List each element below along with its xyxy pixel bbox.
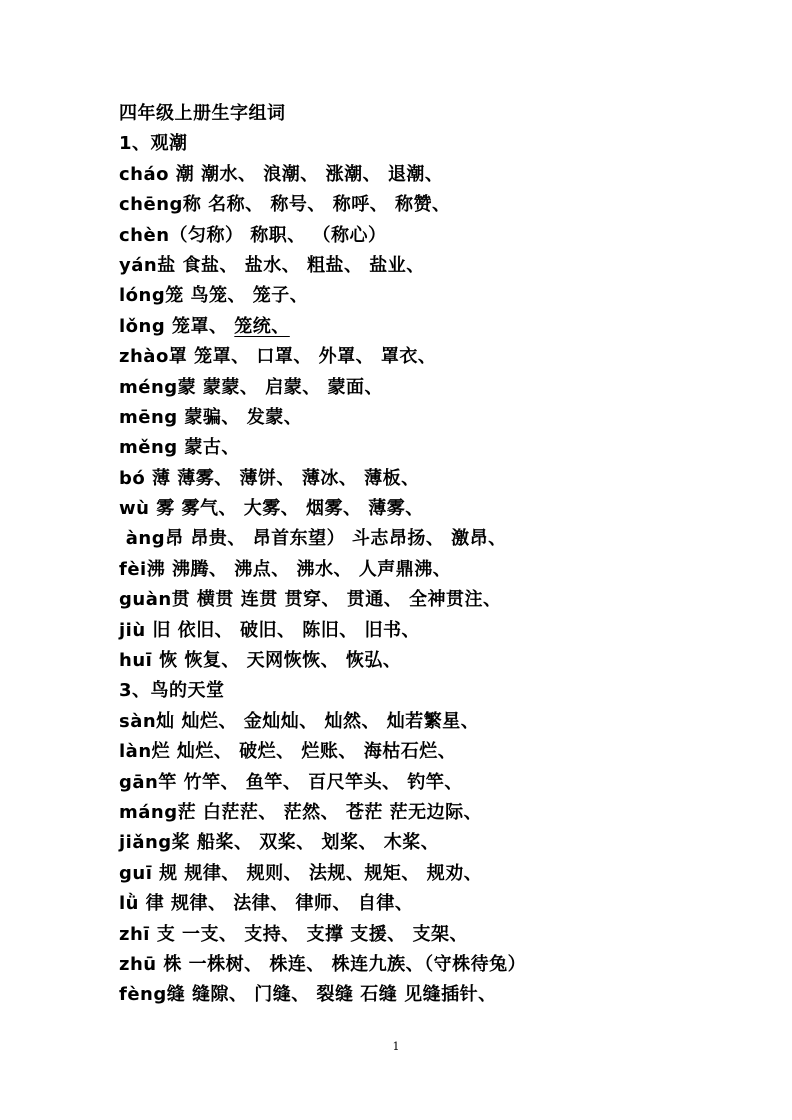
word-line — [119, 251, 759, 281]
word-line-text: huī 恢 恢复、 天网恢恢、 恢弘、 — [119, 650, 402, 672]
word-line — [119, 342, 759, 372]
word-line-text: zhào罩 笼罩、 口罩、 外罩、 罩衣、 — [119, 346, 437, 368]
word-line — [119, 980, 759, 1010]
word-line-text: chēng称 名称、 称号、 称呼、 称赞、 — [119, 194, 451, 216]
word-line-text: lǒng 笼罩、 — [119, 315, 228, 337]
word-line-text: fèi沸 沸腾、 沸点、 沸水、 人声鼎沸、 — [119, 558, 452, 580]
word-line-text: méng蒙 蒙蒙、 启蒙、 蒙面、 — [119, 376, 383, 398]
word-line — [119, 950, 759, 980]
word-line — [119, 312, 759, 342]
word-line-text: yán盐 食盐、 盐水、 粗盐、 盐业、 — [119, 254, 425, 276]
word-line-text: fèng缝 缝隙、 门缝、 裂缝 石缝 见缝插针、 — [119, 984, 497, 1006]
word-line — [119, 373, 759, 403]
word-line — [119, 889, 759, 919]
word-line — [119, 828, 759, 858]
word-line — [119, 281, 759, 311]
word-line-text: zhī 支 一支、 支持、 支撑 支援、 支架、 — [119, 923, 469, 945]
word-line — [119, 616, 759, 646]
word-line-text: guī 规 规律、 规则、 法规、规矩、 规劝、 — [119, 862, 483, 884]
document-title: 四年级上册生字组词 — [119, 103, 286, 124]
word-list — [119, 129, 759, 1010]
word-line — [119, 221, 759, 251]
word-line-text: guàn贯 横贯 连贯 贯穿、 贯通、 全神贯注、 — [119, 589, 502, 611]
underlined-word: 笼统、 — [234, 315, 290, 337]
word-line-text: lóng笼 鸟笼、 笼子、 — [119, 285, 309, 307]
word-line-text: cháo 潮 潮水、 浪潮、 涨潮、 退潮、 — [119, 163, 444, 185]
word-line — [119, 129, 759, 159]
word-line — [119, 798, 759, 828]
word-line-text: zhū 株 一株树、 株连、 株连九族、（守株待兔） — [119, 953, 527, 975]
word-line-text: àng昂 昂贵、 昂首东望） 斗志昂扬、 激昂、 — [119, 528, 507, 550]
word-line-text: chèn（匀称） 称职、 （称心） — [119, 224, 387, 246]
word-line-text: lǜ 律 规律、 法律、 律师、 自律、 — [119, 893, 414, 915]
word-line-text: bó 薄 薄雾、 薄饼、 薄冰、 薄板、 — [119, 467, 420, 489]
word-line-text: 3、鸟的天堂 — [119, 680, 225, 702]
word-line-text: jiù 旧 依旧、 破旧、 陈旧、 旧书、 — [119, 619, 420, 641]
page-number: 1 — [392, 1040, 400, 1053]
word-line-text: 1、观潮 — [119, 133, 188, 155]
word-line — [119, 676, 759, 706]
word-line — [119, 555, 759, 585]
word-line — [119, 190, 759, 220]
word-line-text: mēng 蒙骗、 发蒙、 — [119, 406, 303, 428]
word-line — [119, 646, 759, 676]
word-line-text: làn烂 灿烂、 破烂、 烂账、 海枯石烂、 — [119, 741, 457, 763]
word-line — [119, 859, 759, 889]
word-line — [119, 494, 759, 524]
word-line — [119, 768, 759, 798]
word-line-text: měng 蒙古、 — [119, 437, 240, 459]
word-line — [119, 585, 759, 615]
word-line — [119, 707, 759, 737]
word-line — [119, 160, 759, 190]
word-line — [119, 403, 759, 433]
document-body — [119, 99, 759, 1011]
word-line — [119, 524, 759, 554]
word-line — [119, 920, 759, 950]
word-line-text: máng茫 白茫茫、 茫然、 苍茫 茫无边际、 — [119, 801, 483, 823]
word-line-text: jiǎng桨 船桨、 双桨、 划桨、 木桨、 — [119, 832, 440, 854]
word-line — [119, 464, 759, 494]
word-line — [119, 433, 759, 463]
word-line-text: sàn灿 灿烂、 金灿灿、 灿然、 灿若繁星、 — [119, 710, 480, 732]
word-line — [119, 737, 759, 767]
word-line-text: wù 雾 雾气、 大雾、 烟雾、 薄雾、 — [119, 498, 424, 520]
word-line-text: gān竿 竹竿、 鱼竿、 百尺竿头、 钓竿、 — [119, 771, 463, 793]
